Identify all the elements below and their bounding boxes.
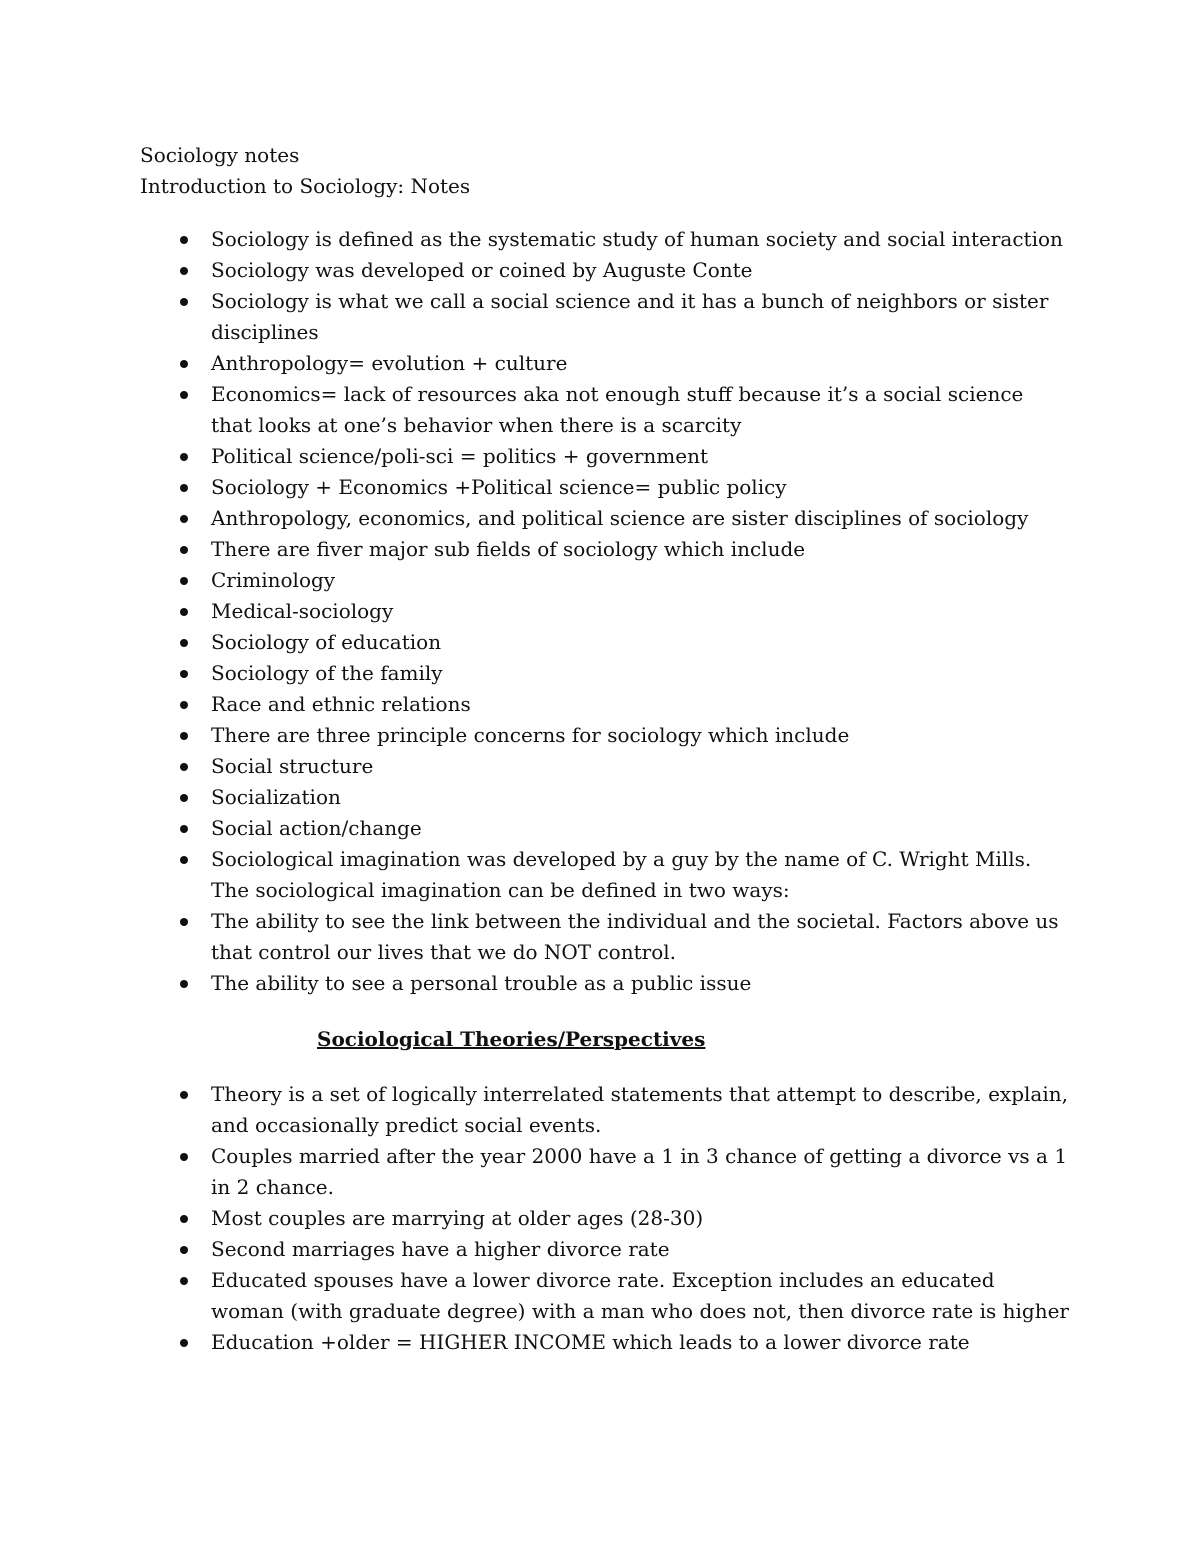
bullet-icon: [180, 267, 188, 275]
bullet-icon: [180, 577, 188, 585]
list-item: Social action/change: [140, 813, 1070, 844]
document-subtitle: Introduction to Sociology: Notes: [140, 174, 471, 198]
list-item: Social structure: [140, 751, 1070, 782]
list-item: Race and ethnic relations: [140, 689, 1070, 720]
list-item: Medical-sociology: [140, 596, 1070, 627]
bullet-icon: [180, 670, 188, 678]
bullet-icon: [180, 763, 188, 771]
bullet-icon: [180, 825, 188, 833]
list-item: Sociology is what we call a social science and it has a bunch of neighbors or sister disciplines: [140, 286, 1070, 348]
bullet-icon: [180, 608, 188, 616]
bullet-icon: [180, 1215, 188, 1223]
bullet-icon: [180, 391, 188, 399]
list-item: Anthropology= evolution + culture: [140, 348, 1070, 379]
list-item: Sociology is defined as the systematic study of human society and social interaction: [140, 224, 1070, 255]
list-item: Criminology: [140, 565, 1070, 596]
bullet-icon: [180, 794, 188, 802]
list-item: Sociology of education: [140, 627, 1070, 658]
bullet-icon: [180, 639, 188, 647]
bullet-icon: [180, 546, 188, 554]
bullet-icon: [180, 1153, 188, 1161]
list-item: Second marriages have a higher divorce rate: [140, 1234, 1070, 1265]
bullet-icon: [180, 453, 188, 461]
bullet-icon: [180, 515, 188, 523]
bullet-icon: [180, 1277, 188, 1285]
intro-bullet-list: [140, 224, 1070, 999]
list-item: Socialization: [140, 782, 1070, 813]
list-item: Economics= lack of resources aka not enough stuff because it’s a social science that looks at one’s behavior when there is a scarcity: [140, 379, 1070, 441]
list-item: There are fiver major sub fields of sociology which include: [140, 534, 1070, 565]
bullet-icon: [180, 1339, 188, 1347]
bullet-icon: [180, 298, 188, 306]
bullet-icon: [180, 732, 188, 740]
list-item: Political science/poli-sci = politics + government: [140, 441, 1070, 472]
list-item: Sociology of the family: [140, 658, 1070, 689]
theory-bullet-list: [140, 1079, 1070, 1358]
list-item: Educated spouses have a lower divorce rate. Exception includes an educated woman (with graduate degree) with a man who does not, then divorce rate is higher: [140, 1265, 1070, 1327]
list-item: Couples married after the year 2000 have a 1 in 3 chance of getting a divorce vs a 1 in 2 chance.: [140, 1141, 1070, 1203]
bullet-icon: [180, 1091, 188, 1099]
bullet-icon: [180, 236, 188, 244]
list-item: The ability to see the link between the individual and the societal. Factors above us that control our lives that we do NOT control.: [140, 906, 1070, 968]
bullet-icon: [180, 1246, 188, 1254]
bullet-icon: [180, 980, 188, 988]
list-item: The ability to see a personal trouble as a public issue: [140, 968, 1070, 999]
bullet-icon: [180, 918, 188, 926]
list-item: Anthropology, economics, and political science are sister disciplines of sociology: [140, 503, 1070, 534]
document-page: [140, 140, 1070, 1358]
list-item: Theory is a set of logically interrelated statements that attempt to describe, explain, and occasionally predict social events.: [140, 1079, 1070, 1141]
list-item: Sociology was developed or coined by Auguste Conte: [140, 255, 1070, 286]
list-item: Sociological imagination was developed by a guy by the name of C. Wright Mills. The sociological imagination can be defined in two ways:: [140, 844, 1070, 906]
list-item: Education +older = HIGHER INCOME which leads to a lower divorce rate: [140, 1327, 1070, 1358]
bullet-icon: [180, 360, 188, 368]
bullet-icon: [180, 856, 188, 864]
bullet-icon: [180, 484, 188, 492]
list-item: Most couples are marrying at older ages (28-30): [140, 1203, 1070, 1234]
list-item: Sociology + Economics +Political science= public policy: [140, 472, 1070, 503]
document-title: Sociology notes: [140, 143, 300, 167]
section-heading: Sociological Theories/Perspectives: [317, 1027, 706, 1051]
bullet-icon: [180, 701, 188, 709]
list-item: There are three principle concerns for sociology which include: [140, 720, 1070, 751]
